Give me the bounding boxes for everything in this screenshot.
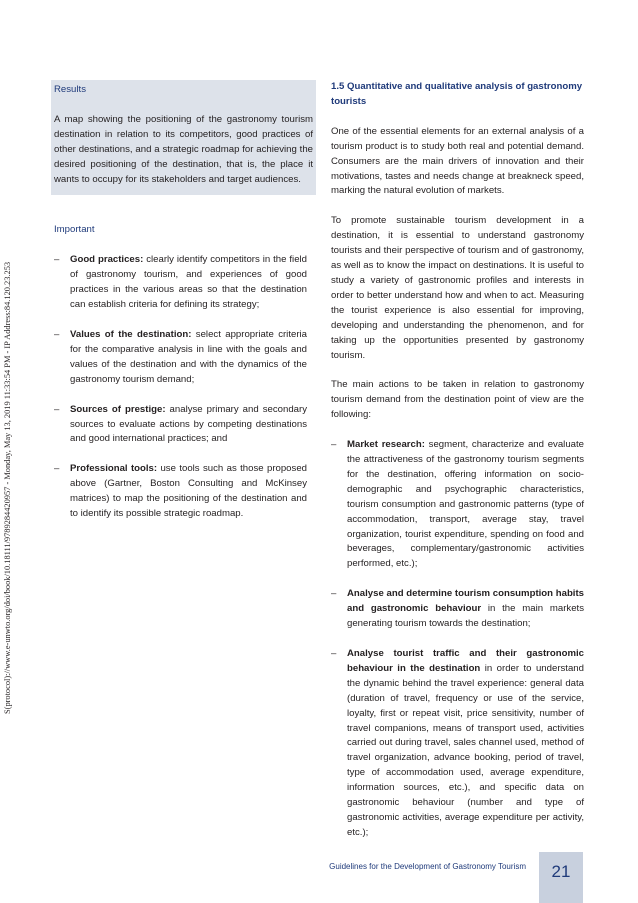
list-item: – Analyse tourist traffic and their gastronomic behaviour in the destination in order to understand the dynamic behind the travel experience: general data (duration of travel, frequency or use of the service, loyalty, first or repeat visit, price sensitivity, number of travel companions, means of transport used, activities carried out during travel, sales channel used, method of travel organization, advance booking, period of travel, type of accommodation used, average expenditure, information sources, etc.), and specific data on gastronomic behaviour (number and type of gastronomic activities, average expenditure per activity, etc.); xyxy=(331,648,584,838)
download-stamp: S(protocol)://www.e-unwto.org/doi/book/10.18111/9789284420957 - Monday, May 13, 2019 11:33:54 PM - IP Address:84.120.23.253 xyxy=(3,261,12,714)
list-item: – Professional tools: use tools such as those proposed above (Gartner, Boston Consulting and McKinsey matrices) to map the positioning of the destination and to identify its possible strategic roadmap. xyxy=(54,463,307,520)
results-heading: Results xyxy=(54,84,86,95)
paragraph: One of the essential elements for an external analysis of a tourism product is to study both real and potential demand. Consumers are the main drivers of innovation and their motivations, tastes and needs change at breakneck speed, marking the natural evolution of markets. xyxy=(331,125,584,197)
important-list xyxy=(54,253,307,522)
results-body: A map showing the positioning of the gastronomy tourism destination in relation to its competitors, good practices of other destinations, and a strategic roadmap for achieving the desired positioning of the destination, that is, the place it wants to occupy for its stakeholders and target audiences. xyxy=(54,113,313,185)
page-number: 21 xyxy=(539,852,583,903)
list-item: – Good practices: clearly identify competitors in the field of gastronomy tourism, and experiences of good practices in the various areas so that the destination can establish criteria for defining its strategy; xyxy=(54,254,307,311)
right-column xyxy=(331,80,584,856)
section-title: 1.5 Quantitative and qualitative analysis of gastronomy tourists xyxy=(331,81,583,107)
left-column xyxy=(54,80,313,537)
actions-list xyxy=(331,438,584,841)
important-heading: Important xyxy=(54,224,95,236)
paragraph: To promote sustainable tourism development in a destination, it is essential to understand gastronomy tourists and their perspective of tourism and of gastronomy, as well as to know the impact on destinations. It is useful to study a variety of gastronomic profiles and interests in order to better understand how and when to act. Measuring the tourist experience is also essential for improving, developing and understanding the phenomenon, and for taking up the opportunities presented by gastronomy tourism. xyxy=(331,215,584,361)
list-item: – Analyse and determine tourism consumption habits and gastronomic behaviour in the main markets generating tourism towards the destination; xyxy=(331,588,584,630)
list-item: – Market research: segment, characterize and evaluate the attractiveness of the gastronomy tourism segments for the destination, offering information on socio-demographic and psychographic characteristics, tourism consumption and gastronomic patterns (type of accommodation, transport, average stay, travel organization, tourist expenditure, spending on food and beverages, complementary/gastronomic activities performed, etc.); xyxy=(331,439,584,570)
list-item: – Values of the destination: select appropriate criteria for the comparative analysis in line with the goals and values of the destination and with the dynamics of the gastronomy tourism demand; xyxy=(54,328,307,385)
footer-title: Guidelines for the Development of Gastronomy Tourism xyxy=(329,862,526,871)
paragraph: The main actions to be taken in relation to gastronomy tourism demand from the destination point of view are the following: xyxy=(331,379,584,421)
list-item: – Sources of prestige: analyse primary and secondary sources to evaluate actions by competing destinations and good international practices; and xyxy=(54,403,307,445)
results-box xyxy=(51,80,316,195)
